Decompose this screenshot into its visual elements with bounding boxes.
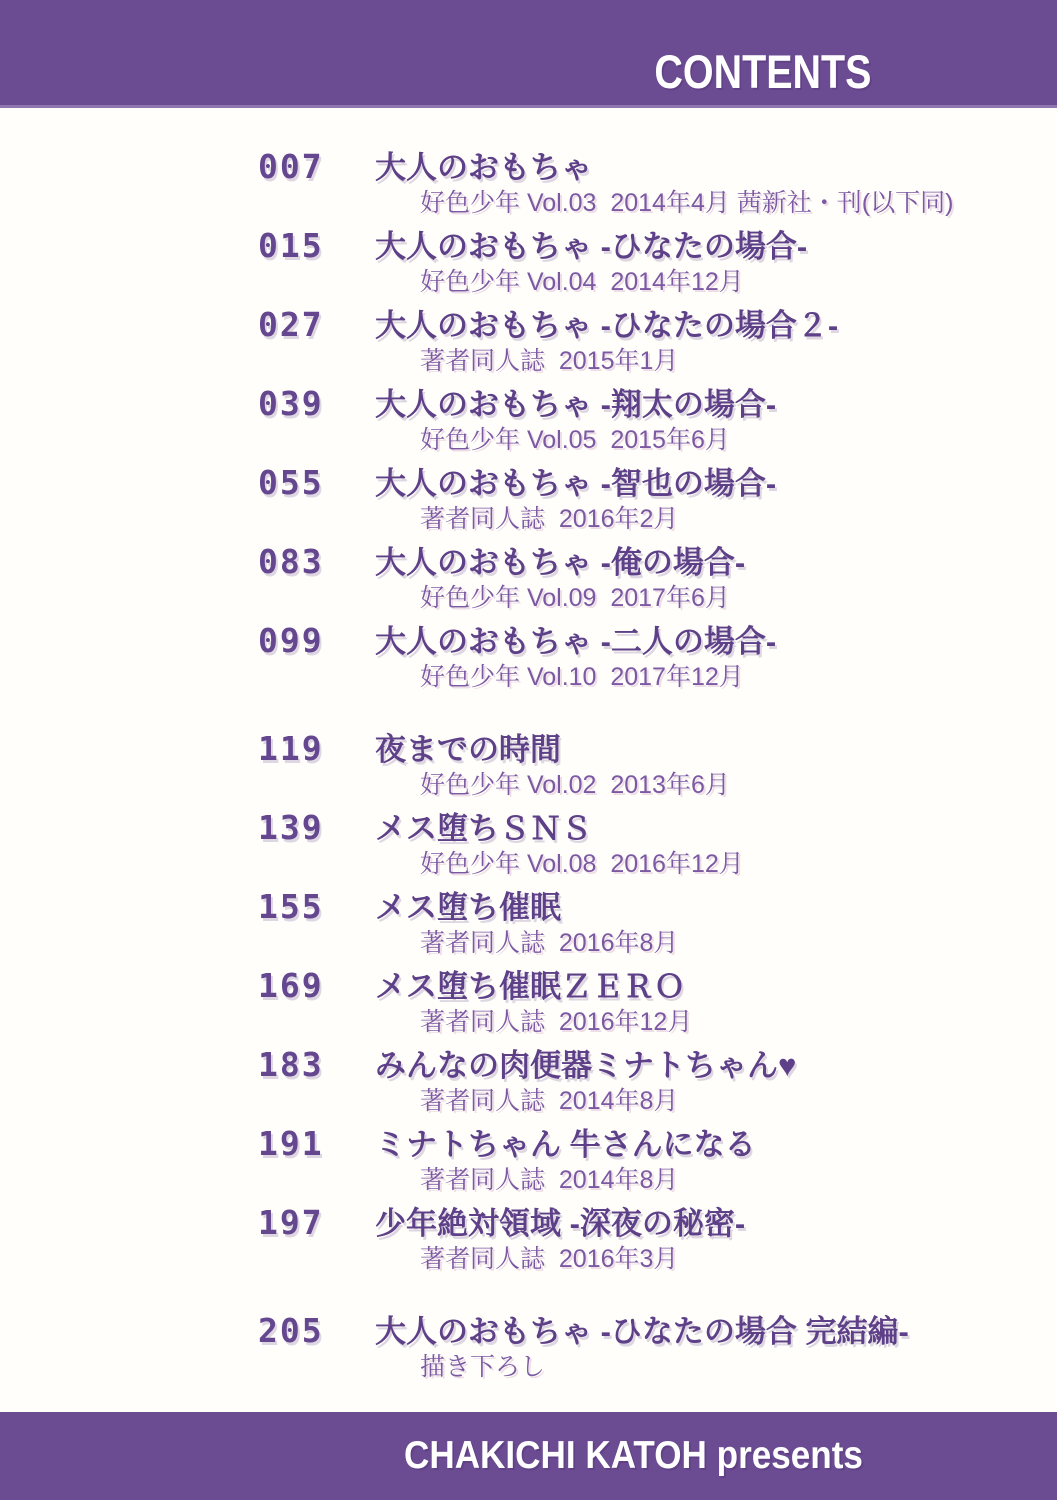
entry-title: みんなの肉便器ミナトちゃん♥ — [375, 1048, 797, 1083]
toc-entry — [258, 1204, 1017, 1274]
entry-title: メス堕ちＳＮＳ — [375, 811, 592, 846]
toc-entry-head — [258, 464, 1017, 502]
toc-entry — [258, 148, 1017, 218]
entry-title: 大人のおもちゃ -ひなたの場合２- — [375, 308, 839, 343]
entry-page-number: 169 — [258, 966, 324, 1005]
entry-subtitle: 著者同人誌 2016年8月 — [420, 929, 679, 957]
entry-page-number: 007 — [258, 147, 324, 186]
toc-entry — [258, 1046, 1017, 1116]
entry-title: 大人のおもちゃ -翔太の場合- — [375, 387, 777, 422]
toc-entry-head — [258, 967, 1017, 1005]
entry-title: 少年絶対領域 -深夜の秘密- — [375, 1206, 746, 1241]
toc-entry-head — [258, 622, 1017, 660]
toc-entry — [258, 385, 1017, 455]
entry-subtitle: 著者同人誌 2016年12月 — [420, 1008, 693, 1036]
toc-group — [258, 730, 1017, 1274]
toc-entry-head — [258, 306, 1017, 344]
entry-subtitle: 好色少年 Vol.03 2014年4月 茜新社・刊(以下同) — [420, 189, 954, 217]
entry-page-number: 191 — [258, 1124, 324, 1163]
entry-title: 大人のおもちゃ -ひなたの場合- — [375, 229, 808, 264]
toc-group — [258, 148, 1017, 692]
page-title: CONTENTS — [653, 45, 871, 98]
entry-page-number: 183 — [258, 1045, 324, 1084]
toc-entry-head — [258, 730, 1017, 768]
entry-title: 夜までの時間 — [375, 732, 561, 767]
toc-entry — [258, 967, 1017, 1037]
toc-entry — [258, 227, 1017, 297]
entry-subtitle: 著者同人誌 2016年3月 — [420, 1245, 679, 1273]
entry-subtitle: 好色少年 Vol.09 2017年6月 — [420, 584, 730, 612]
toc-entry — [258, 730, 1017, 800]
toc-entry — [258, 622, 1017, 692]
toc-entry-head — [258, 1204, 1017, 1242]
entry-page-number: 015 — [258, 226, 324, 265]
toc-entry — [258, 888, 1017, 958]
entry-subtitle: 描き下ろし — [420, 1353, 546, 1381]
entry-title: 大人のおもちゃ — [375, 150, 592, 185]
toc-entry — [258, 543, 1017, 613]
entry-subtitle: 著者同人誌 2014年8月 — [420, 1166, 679, 1194]
toc-entry-head — [258, 809, 1017, 847]
entry-subtitle: 好色少年 Vol.05 2015年6月 — [420, 426, 730, 454]
toc-entry — [258, 464, 1017, 534]
toc-entry — [258, 306, 1017, 376]
header-bar — [0, 0, 1057, 108]
entry-title: 大人のおもちゃ -俺の場合- — [375, 545, 746, 580]
entry-subtitle: 著者同人誌 2014年8月 — [420, 1087, 679, 1115]
toc-entry — [258, 809, 1017, 879]
entry-page-number: 039 — [258, 384, 324, 423]
entry-title: ミナトちゃん 牛さんになる — [375, 1127, 756, 1162]
toc-entry-head — [258, 385, 1017, 423]
entry-page-number: 205 — [258, 1311, 324, 1350]
entry-subtitle: 好色少年 Vol.08 2016年12月 — [420, 850, 744, 878]
entry-page-number: 139 — [258, 808, 324, 847]
entry-page-number: 119 — [258, 729, 324, 768]
toc-entry-head — [258, 227, 1017, 265]
entry-page-number: 099 — [258, 621, 324, 660]
toc-entry-head — [258, 888, 1017, 926]
entry-page-number: 027 — [258, 305, 324, 344]
entry-title: 大人のおもちゃ -智也の場合- — [375, 466, 777, 501]
toc-group — [258, 1312, 1017, 1382]
entry-subtitle: 好色少年 Vol.02 2013年6月 — [420, 771, 730, 799]
toc-entry — [258, 1312, 1017, 1382]
toc-entry-head — [258, 1125, 1017, 1163]
toc-entry-head — [258, 1312, 1017, 1350]
entry-subtitle: 好色少年 Vol.04 2014年12月 — [420, 268, 744, 296]
footer-bar — [0, 1412, 1057, 1500]
toc-entry-head — [258, 148, 1017, 186]
toc — [0, 111, 1057, 1391]
entry-page-number: 055 — [258, 463, 324, 502]
entry-page-number: 197 — [258, 1203, 324, 1242]
toc-entry-head — [258, 1046, 1017, 1084]
toc-entry-head — [258, 543, 1017, 581]
entry-subtitle: 著者同人誌 2016年2月 — [420, 505, 679, 533]
toc-entry — [258, 1125, 1017, 1195]
entry-title: メス堕ち催眠ＺＥＲＯ — [375, 969, 685, 1004]
entry-title: 大人のおもちゃ -二人の場合- — [375, 624, 777, 659]
footer-credit: CHAKICHI KATOH presents — [404, 1434, 863, 1477]
entry-subtitle: 好色少年 Vol.10 2017年12月 — [420, 663, 744, 691]
entry-page-number: 155 — [258, 887, 324, 926]
entry-title: メス堕ち催眠 — [375, 890, 561, 925]
entry-page-number: 083 — [258, 542, 324, 581]
entry-title: 大人のおもちゃ -ひなたの場合 完結編- — [375, 1314, 909, 1349]
entry-subtitle: 著者同人誌 2015年1月 — [420, 347, 679, 375]
